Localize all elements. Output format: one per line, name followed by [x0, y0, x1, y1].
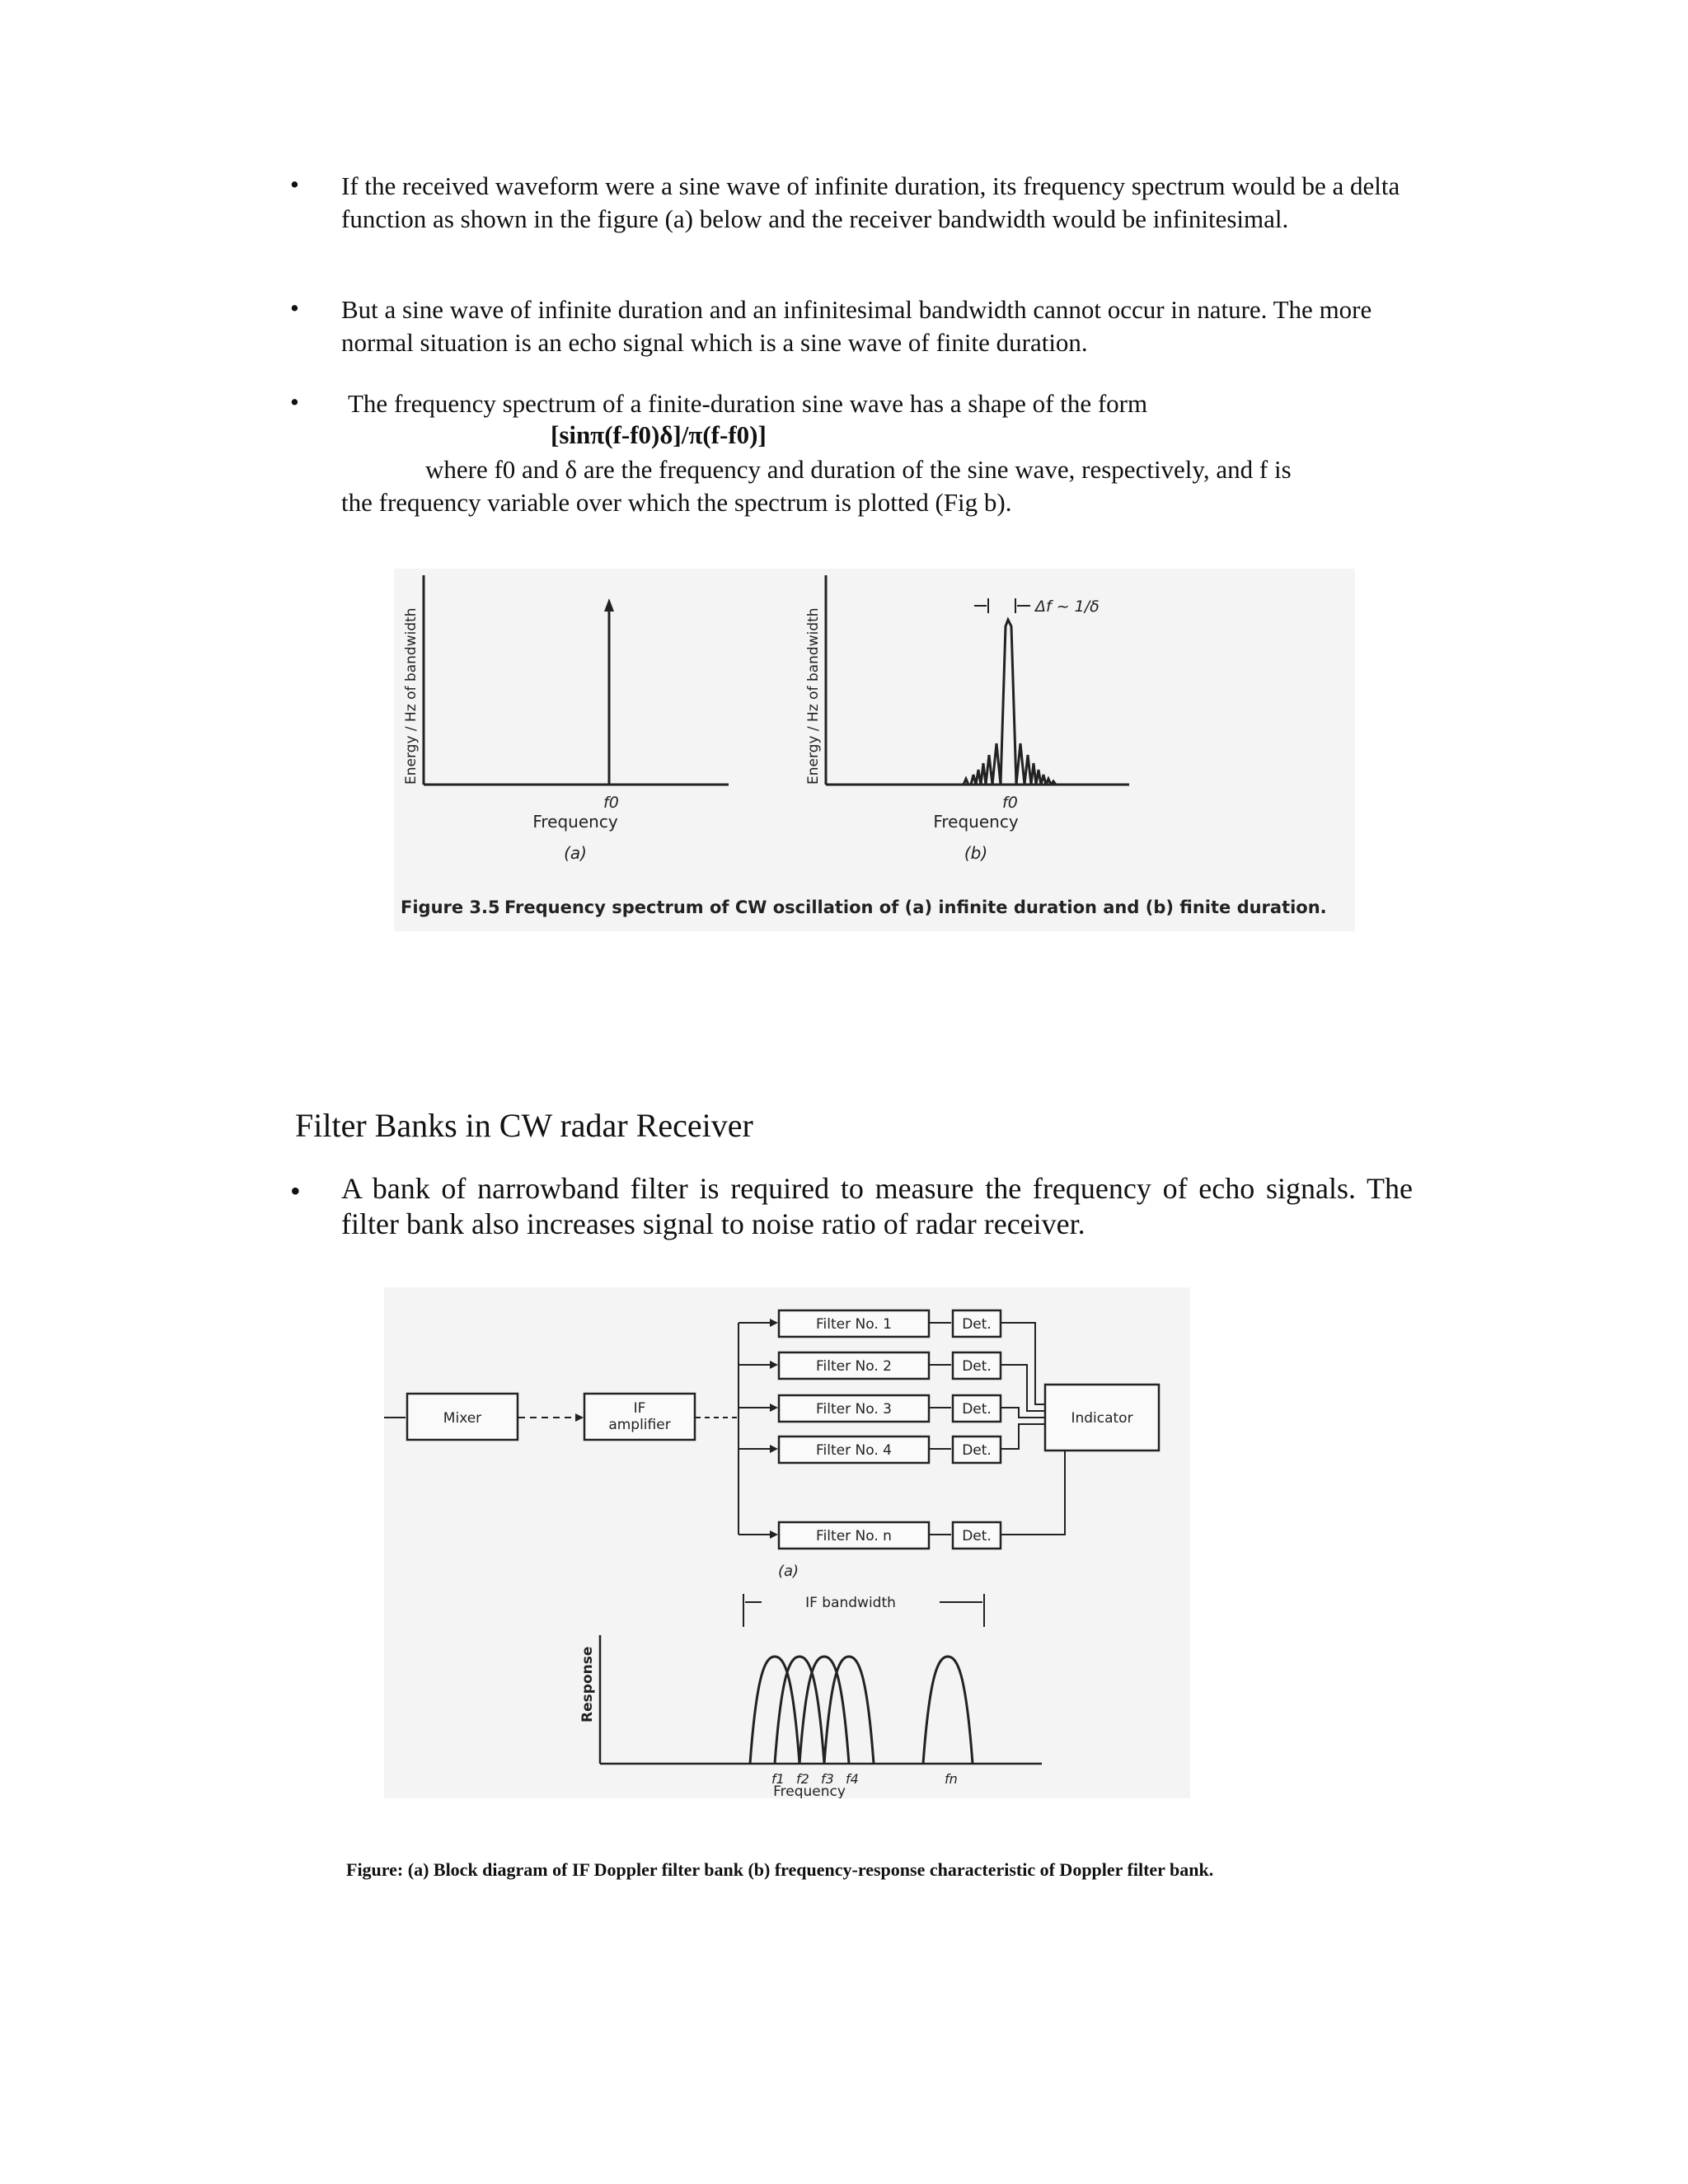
sinc-spectrum [964, 620, 1056, 785]
if-amp-label-1: IF [633, 1400, 646, 1417]
bullet-text: If the received waveform were a sine wave of infinite duration, its frequency spectrum would be a delta function as shown in the figure (a) below and the receiver bandwidth would be infinitesimal. [341, 171, 1400, 233]
tick-f4: f4 [846, 1771, 859, 1787]
filter-label: Filter No. n [816, 1528, 892, 1544]
bullet-text-cont: where f0 and δ are the frequency and duration of the sine wave, respectively, and f is [425, 455, 1292, 484]
panel-label-a: (a) [778, 1563, 799, 1580]
filter-bank-diagram [384, 1287, 1190, 1798]
formula: [sinπ(f-f0)δ]/π(f-f0)] [551, 420, 767, 449]
section-heading: Filter Banks in CW radar Receiver [295, 1107, 753, 1144]
if-amp-label-2: amplifier [608, 1417, 671, 1433]
filter-row-3 [738, 1395, 1045, 1422]
panel-label-a: (a) [564, 843, 587, 863]
filter-label: Filter No. 1 [816, 1316, 892, 1333]
tick-fn: fn [945, 1771, 958, 1787]
tick-f2: f2 [796, 1771, 809, 1787]
indicator-label: Indicator [1071, 1410, 1133, 1427]
filter-row-n [738, 1451, 1065, 1549]
arrowhead [575, 1413, 584, 1422]
mixer-label: Mixer [443, 1410, 482, 1427]
figure-filter-bank [384, 1287, 1190, 1798]
bullet-marker: • [290, 170, 299, 199]
if-bandwidth-label: IF bandwidth [805, 1595, 896, 1611]
bullet-text: But a sine wave of infinite duration and an infinitesimal bandwidth cannot occur in nature. The more normal situation is an echo signal which is a sine wave of finite duration. [341, 295, 1372, 357]
filter-row-4 [738, 1424, 1045, 1463]
tick-f0-a: f0 [603, 794, 619, 812]
filter-label: Filter No. 2 [816, 1358, 892, 1375]
spectrum-diagram [394, 569, 1355, 931]
xlabel-b: Frequency [933, 812, 1019, 832]
panel-label-b: (b) [964, 843, 988, 863]
xlabel-a: Frequency [532, 812, 618, 832]
det-label: Det. [962, 1358, 992, 1375]
filter-label: Filter No. 4 [816, 1442, 892, 1459]
tick-f1: f1 [771, 1771, 785, 1787]
bullet-marker: • [290, 1174, 301, 1207]
figure-caption-number: Figure 3.5 [401, 898, 500, 917]
figure2-caption: Figure: (a) Block diagram of IF Doppler filter bank (b) frequency-response characteristic of Doppler filter bank. [346, 1859, 1214, 1880]
ylabel-b: Energy / Hz of bandwidth [805, 607, 822, 785]
det-label: Det. [962, 1401, 992, 1418]
bullet-text: The frequency spectrum of a finite-duration sine wave has a shape of the form [348, 389, 1148, 418]
tick-f0-b: f0 [1002, 794, 1018, 812]
response-xlabel: Frequency [773, 1783, 846, 1798]
filter-responses [750, 1657, 973, 1764]
det-label: Det. [962, 1316, 992, 1333]
figure-frequency-spectrum [394, 569, 1355, 931]
filter-label: Filter No. 3 [816, 1401, 892, 1418]
bw-annotation: Δf ~ 1/δ [1035, 598, 1100, 616]
figure-caption: Frequency spectrum of CW oscillation of (a) infinite duration and (b) finite duration. [504, 898, 1327, 917]
delta-arrowhead [604, 598, 614, 612]
ylabel-a: Energy / Hz of bandwidth [403, 607, 420, 785]
tick-f3: f3 [821, 1771, 834, 1787]
response-label: Response [579, 1646, 596, 1722]
bullet-text: A bank of narrowband filter is required to measure the frequency of echo signals. The filter bank also increases signal to noise ratio of radar receiver. [341, 1172, 1413, 1240]
det-label: Det. [962, 1442, 992, 1459]
bullet-marker: • [290, 387, 299, 416]
det-label: Det. [962, 1528, 992, 1544]
bullet-text-cont: the frequency variable over which the spectrum is plotted (Fig b). [341, 488, 1012, 517]
bullet-marker: • [290, 293, 299, 322]
